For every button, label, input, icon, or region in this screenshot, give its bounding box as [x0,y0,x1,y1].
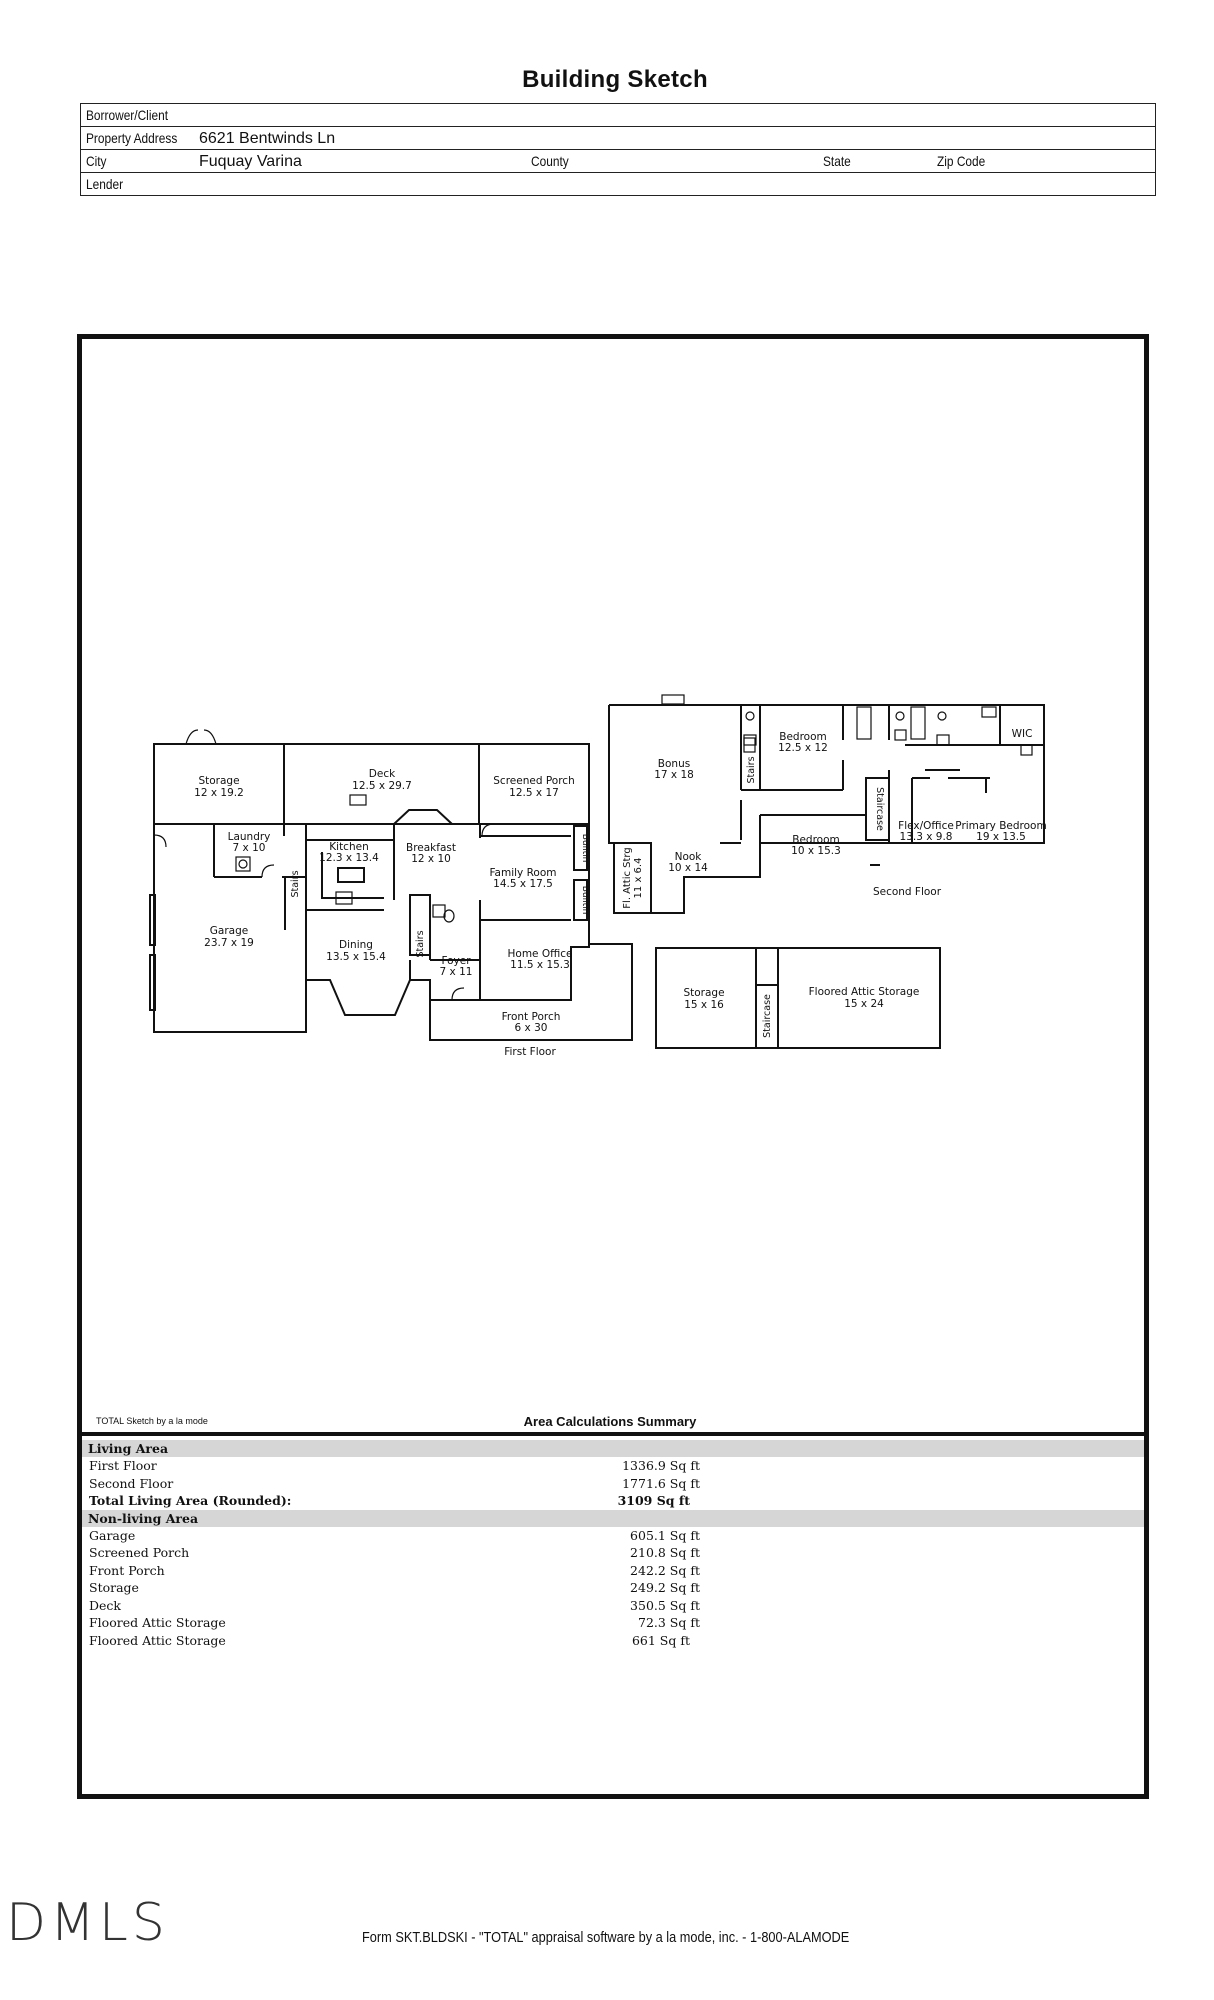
room-foyer-size: 7 x 11 [439,966,473,978]
staircase-label-1: Staircase [874,787,885,831]
calc-row-value: 350.5 Sq ft [630,1597,700,1613]
stairs-label-2: Stairs [415,930,426,958]
room-kitchen-name: Kitchen [329,841,369,853]
calc-row [82,1544,1144,1562]
area-calculations [82,1440,1144,1649]
calc-row-name: Second Floor [89,1475,174,1491]
calc-row-value: 661 Sq ft [631,1632,690,1648]
room-wic-name: WIC [1011,728,1033,740]
room-frontporch-name: Front Porch [501,1011,561,1023]
room-storage-name: Storage [198,775,240,787]
builtin-label-2: Builtin [580,885,590,915]
room-flex-size: 13.3 x 9.8 [899,831,953,843]
room-breakfast-name: Breakfast [406,842,456,854]
calc-total-value: 3109 Sq ft [617,1493,690,1508]
room-family-size: 14.5 x 17.5 [493,878,553,890]
room-bedroom2-name: Bedroom [792,834,840,846]
borrower-label: Borrower/Client [86,107,169,123]
attic-strg-name: Fl. Attic Strg [622,847,633,909]
room-family-name: Family Room [489,867,557,879]
state-label: State [823,153,851,169]
calc-row-value: 72.3 Sq ft [638,1615,700,1630]
room-laundry-size: 7 x 10 [232,842,266,854]
builtin-label-1: Builtin [580,833,590,863]
room-flooredattic-name: Floored Attic Storage [808,986,920,998]
lender-label: Lender [86,176,124,192]
room-garage-size: 23.7 x 19 [204,937,254,949]
calc-row-name: Floored Attic Storage [89,1632,226,1648]
calc-row [82,1579,1144,1597]
footer-text: Form SKT.BLDSKI - "TOTAL" appraisal software by a la mode, inc. - 1-800-ALAMODE [362,1930,850,1946]
page-title: Building Sketch [522,66,708,93]
address-value: 6621 Bentwinds Ln [199,130,336,147]
calc-row-name: Screened Porch [89,1545,190,1560]
calc-row [82,1475,1144,1493]
room-breakfast-size: 12 x 10 [411,853,451,865]
county-label: County [531,153,569,169]
room-deck-size: 12.5 x 29.7 [352,780,412,792]
room-flex-name: Flex/Office [898,820,954,832]
sketch-credit: TOTAL Sketch by a la mode [96,1416,208,1426]
stairs-label-1: Stairs [290,870,301,898]
room-bedroom1-size: 12.5 x 12 [778,742,828,754]
first-floor-label: First Floor [504,1046,556,1058]
calc-row [82,1632,1144,1650]
room-bedroom1-name: Bedroom [779,731,827,743]
room-garage-name: Garage [209,925,249,937]
calc-row-value: 249.2 Sq ft [630,1580,700,1595]
calc-row [82,1614,1144,1632]
calc-row-value: 242.2 Sq ft [630,1562,700,1578]
calc-row-value: 605.1 Sq ft [630,1527,700,1543]
calc-row-value: 1336.9 Sq ft [622,1458,700,1473]
calc-row [82,1527,1144,1545]
room-primary-name: Primary Bedroom [955,820,1047,832]
nonliving-area-header: Non-living Area [82,1510,1144,1527]
zip-label: Zip Code [937,153,986,169]
room-storage-size: 12 x 19.2 [194,787,244,799]
calc-row [82,1597,1144,1615]
calc-row-value: 210.8 Sq ft [630,1545,700,1560]
calc-row-name: Front Porch [89,1562,165,1578]
calc-row-name: Deck [89,1597,121,1613]
calc-row-name: Storage [89,1580,139,1595]
attic-strg-size: 11 x 6.4 [633,857,644,899]
address-label: Property Address [86,130,178,146]
room-bonus-size: 17 x 18 [654,769,694,781]
room-dining-name: Dining [339,939,373,951]
room-foyer-name: Foyer [441,955,471,967]
room-dining-size: 13.5 x 15.4 [326,951,386,963]
room-screened-name: Screened Porch [493,775,575,787]
room-storage2-name: Storage [683,987,725,999]
calc-row [82,1457,1144,1475]
room-nook-size: 10 x 14 [668,862,708,874]
room-office-size: 11.5 x 15.3 [510,959,570,971]
room-nook-name: Nook [674,851,702,863]
stairs-label-3: Stairs [746,756,757,784]
calc-row-name: Garage [89,1527,136,1543]
room-flooredattic-size: 15 x 24 [844,998,884,1010]
calc-row-name: Floored Attic Storage [89,1615,226,1630]
city-label: City [86,153,107,169]
room-bonus-name: Bonus [657,758,691,770]
calc-row-value: 1771.6 Sq ft [622,1475,700,1491]
calc-row-name: First Floor [89,1458,157,1473]
room-office-name: Home Office [507,948,573,960]
room-kitchen-size: 12.3 x 13.4 [319,852,379,864]
room-primary-size: 19 x 13.5 [976,831,1026,843]
calc-total-row [82,1492,1144,1510]
calc-row [82,1562,1144,1580]
section-divider [77,1432,1149,1436]
calc-title: Area Calculations Summary [523,1414,697,1429]
calc-total-name: Total Living Area (Rounded): [89,1493,292,1508]
room-storage2-size: 15 x 16 [684,999,724,1011]
room-bedroom2-size: 10 x 15.3 [791,845,841,857]
dmls-logo: DMLS [6,1893,169,1953]
room-laundry-name: Laundry [227,831,271,843]
city-value: Fuquay Varina [199,153,302,170]
staircase-label-2: Staircase [762,994,773,1038]
second-floor-label: Second Floor [872,886,942,898]
living-area-header: Living Area [82,1440,1144,1457]
room-deck-name: Deck [368,768,396,780]
room-frontporch-size: 6 x 30 [514,1022,548,1034]
room-screened-size: 12.5 x 17 [509,787,559,799]
